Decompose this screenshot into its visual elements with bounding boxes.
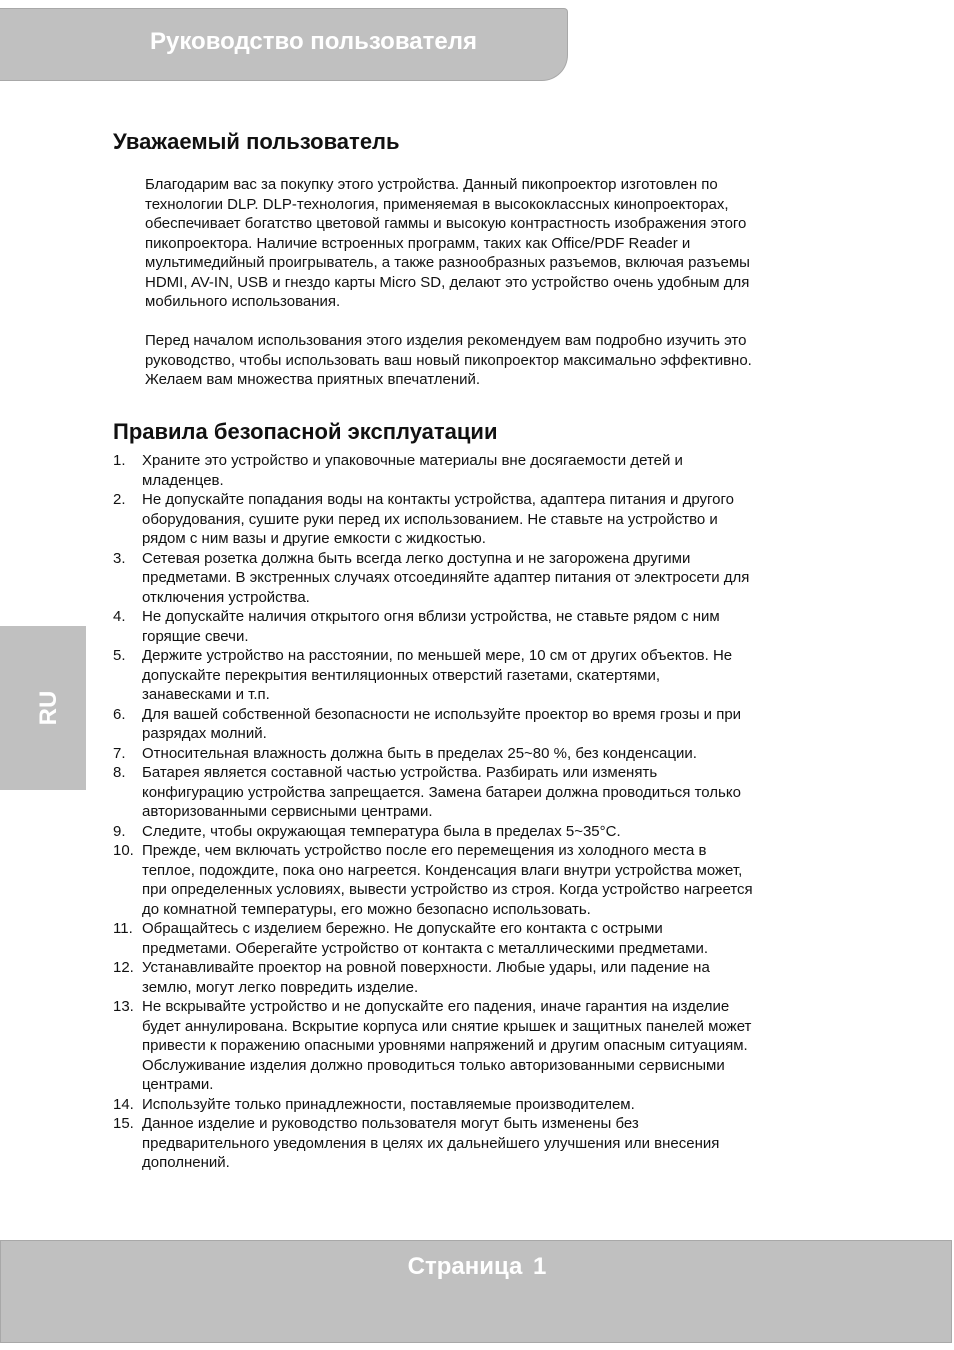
rule-number: 14. xyxy=(113,1095,134,1113)
safety-rules-list xyxy=(113,451,843,1173)
rule-text: Следите, чтобы окружающая температура была в пределах 5~35°C. xyxy=(142,822,621,840)
safety-heading: Правила безопасной эксплуатации xyxy=(113,419,498,444)
rule-text: Данное изделие и руководство пользователя могут быть изменены без предварительного уведомления в целях их дальнейшего улучшения или внесения дополнений. xyxy=(142,1115,720,1171)
safety-rule xyxy=(113,744,843,764)
safety-rule xyxy=(113,763,843,822)
safety-rule xyxy=(113,822,843,842)
rule-text: Не допускайте наличия открытого огня вблизи устройства, не ставьте рядом с ним горящие свечи. xyxy=(142,608,720,645)
safety-rule xyxy=(113,705,843,744)
rule-number: 5. xyxy=(113,647,126,664)
safety-rule xyxy=(113,958,843,997)
page-number: 1 xyxy=(533,1253,547,1280)
safety-rule xyxy=(113,919,843,958)
safety-rule xyxy=(113,607,843,646)
rule-number: 2. xyxy=(113,491,126,508)
rule-number: 7. xyxy=(113,744,126,762)
rule-text: Устанавливайте проектор на ровной поверхности. Любые удары, или падение на землю, могут легко повредить изделие. xyxy=(142,959,710,996)
rule-text: Храните это устройство и упаковочные материалы вне досягаемости детей и младенцев. xyxy=(142,452,683,489)
rule-number: 15. xyxy=(113,1115,134,1132)
rule-number: 6. xyxy=(113,705,126,723)
rule-number: 10. xyxy=(113,842,134,859)
page-label: Страница xyxy=(407,1253,523,1280)
safety-rule xyxy=(113,646,843,705)
rule-text: Батарея является составной частью устройства. Разбирать или изменять конфигурацию устройства запрещается. Замена батареи должна проводиться только авторизованными сервисными центрами. xyxy=(142,764,741,820)
rule-number: 8. xyxy=(113,764,126,781)
rule-number: 9. xyxy=(113,822,126,840)
safety-rule xyxy=(113,549,843,608)
rule-text: Обращайтесь с изделием бережно. Не допускайте его контакта с острыми предметами. Оберегайте устройство от контакта с металлическими предметами. xyxy=(142,920,708,957)
rule-number: 4. xyxy=(113,608,126,625)
language-label: RU xyxy=(35,690,62,726)
rule-text: Относительная влажность должна быть в пределах 25~80 %, без конденсации. xyxy=(142,744,697,762)
rule-number: 1. xyxy=(113,452,126,469)
rule-text: Держите устройство на расстоянии, по меньшей мере, 10 см от других объектов. Не допускайте перекрытия вентиляционных отверстий газетами, скатертями, занавесками и т.п. xyxy=(142,647,733,703)
safety-rule xyxy=(113,490,843,549)
safety-rule xyxy=(113,997,843,1095)
document-title: Руководство пользователя xyxy=(150,28,477,55)
rule-text: Для вашей собственной безопасности не используйте проектор во время грозы и при разрядах молний. xyxy=(142,705,742,742)
safety-rule xyxy=(113,1095,843,1115)
rule-text: Не вскрывайте устройство и не допускайте его падения, иначе гарантия на изделие будет аннулирована. Вскрытие корпуса или снятие крышек и защитных панелей может привести к поражению опасными уровнями напряжений и другим опасным ситуациям. Обслуживание изделия должно проводиться только авторизованными сервисными центрами. xyxy=(142,998,752,1093)
rule-text: Используйте только принадлежности, поставляемые производителем. xyxy=(142,1095,635,1113)
rule-number: 11. xyxy=(113,920,133,937)
rule-number: 3. xyxy=(113,549,126,567)
intro-paragraph-2: Перед началом использования этого изделия рекомендуем вам подробно изучить это руководство, чтобы использовать ваш новый пикопроектор максимально эффективно. Желаем вам множества приятных впечатлений. xyxy=(145,332,752,388)
rule-text: Прежде, чем включать устройство после его перемещения из холодного места в теплое, подождите, пока оно нагреется. Конденсация влаги внутри устройства может, при определенных условиях, вывести устройство из строя. Когда устройство нагреется до комнатной температуры, его можно безопасно использовать. xyxy=(142,842,753,918)
safety-rule xyxy=(113,451,843,490)
greeting-heading: Уважаемый пользователь xyxy=(113,129,400,154)
rule-text: Не допускайте попадания воды на контакты устройства, адаптера питания и другого оборудования, сушите руки перед их использованием. Не ставьте на устройство и рядом с ним вазы и другие емкости с жидкостью. xyxy=(142,491,734,547)
rule-number: 13. xyxy=(113,998,134,1015)
intro-paragraph-1: Благодарим вас за покупку этого устройства. Данный пикопроектор изготовлен по технологии DLP. DLP-технология, применяемая в высококлассных кинопроекторах, обеспечивает богатство цветовой гаммы и высокую контрастность изображения этого пикопроектора. Наличие встроенных программ, таких как Office/PDF Reader и мультимедийный проигрыватель, а также разнообразных разъемов, включая разъемы HDMI, AV-IN, USB и гнездо карты Micro SD, делают это устройство очень удобным для мобильного использования. xyxy=(145,176,750,310)
safety-rule xyxy=(113,1114,843,1173)
safety-rule xyxy=(113,841,843,919)
rule-number: 12. xyxy=(113,959,134,976)
page-indicator xyxy=(0,1252,954,1282)
rule-text: Сетевая розетка должна быть всегда легко доступна и не загорожена другими предметами. В экстренных случаях отсоединяйте адаптер питания от электросети для отключения устройства. xyxy=(142,549,750,606)
